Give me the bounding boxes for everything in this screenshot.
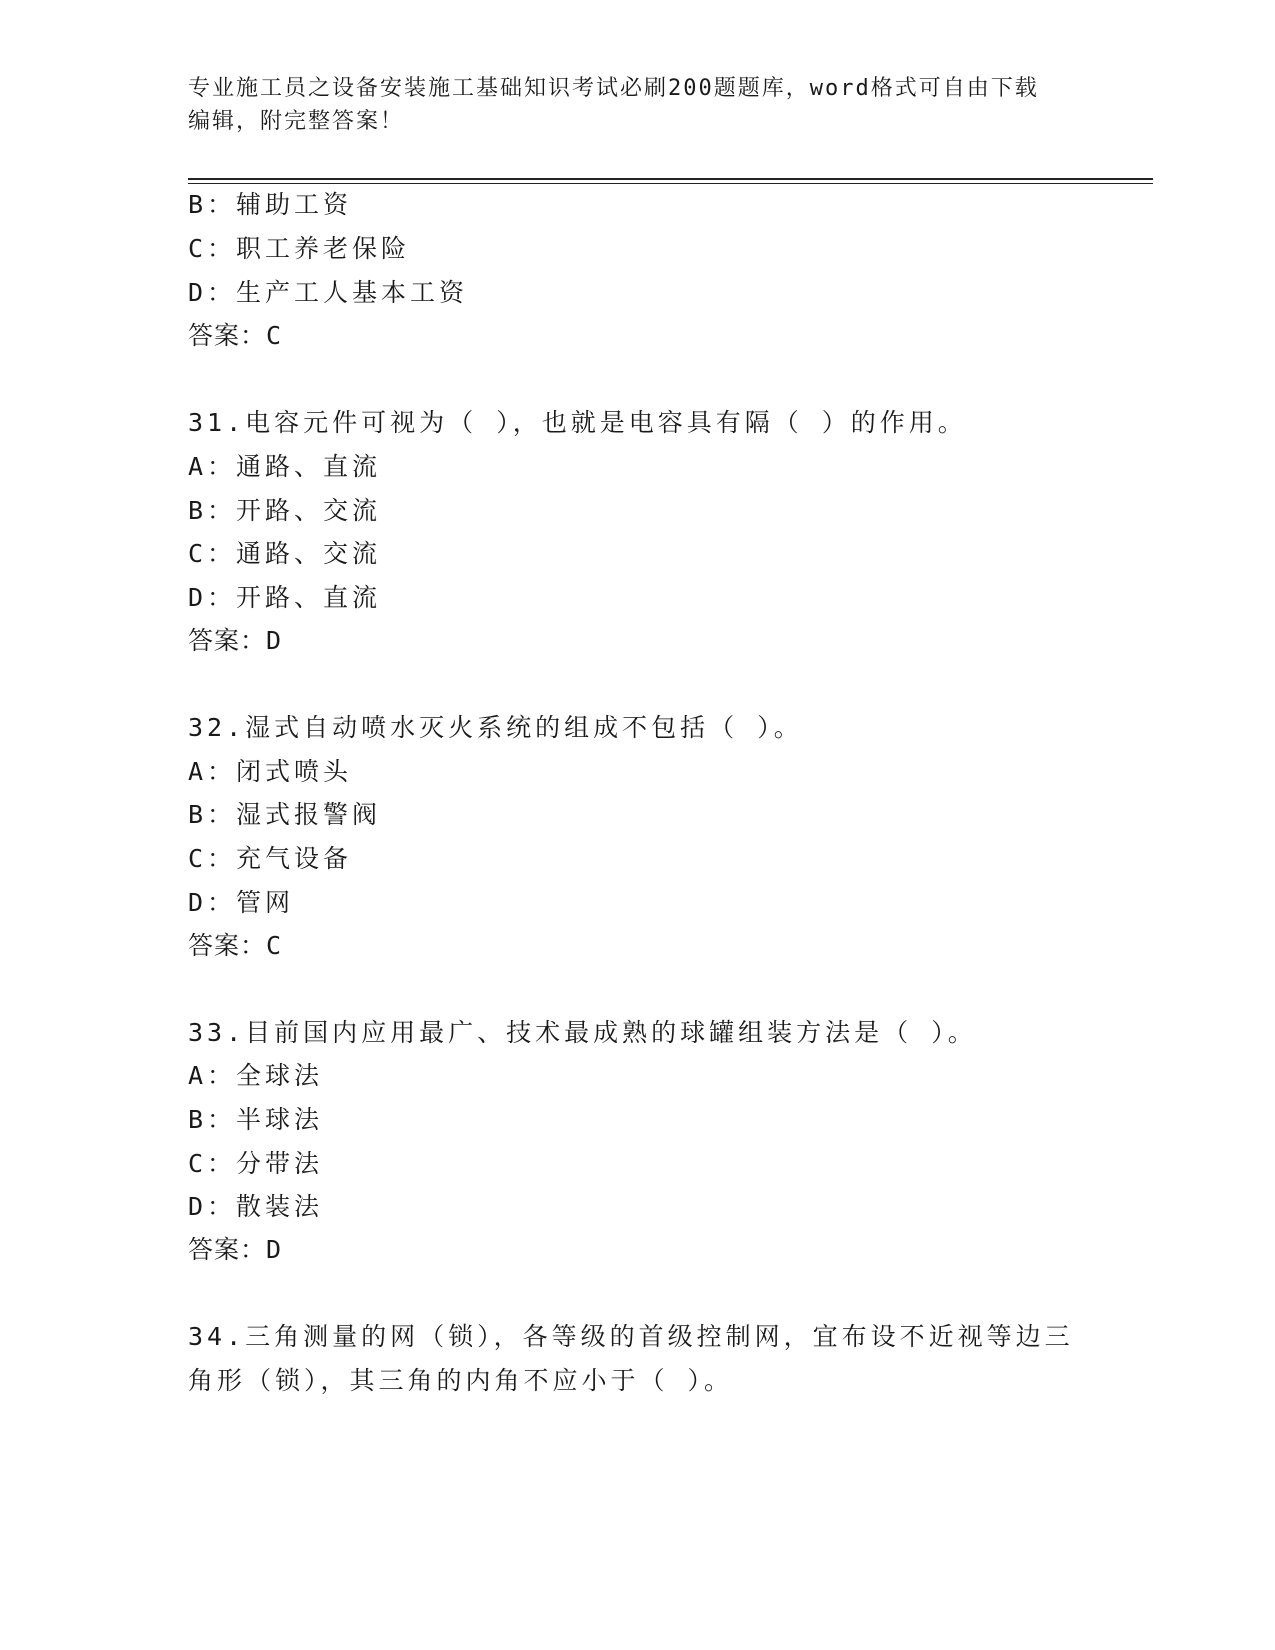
q31-option-b: B：开路、交流: [188, 496, 382, 525]
answer-value: D: [266, 1235, 283, 1264]
q33-option-c: C：分带法: [188, 1149, 324, 1178]
q31-option-d: D：开路、直流: [188, 583, 382, 612]
q32-question: 32.湿式自动喷水灭火系统的组成不包括（ ）。: [188, 713, 803, 742]
q30-answer: [188, 319, 282, 353]
q33-option-b: B：半球法: [188, 1105, 324, 1134]
document-header: [188, 72, 1088, 138]
q30-option-b: B：辅助工资: [188, 190, 353, 219]
q32-answer: [188, 929, 282, 963]
q34-question-line-1: 34.三角测量的网（锁），各等级的首级控制网，宜布设不近视等边三: [188, 1322, 1074, 1351]
q31-option-a: A：通路、直流: [188, 452, 382, 481]
header-divider-thick: [188, 178, 1153, 180]
answer-label: 答案：: [188, 321, 267, 350]
q30-option-c: C：职工养老保险: [188, 234, 411, 263]
q33-answer: [188, 1233, 282, 1267]
header-title-line-2: 编辑，附完整答案！: [188, 109, 405, 134]
q32-option-d: D：管网: [188, 888, 295, 917]
q33-option-a: A：全球法: [188, 1061, 324, 1090]
q32-option-a: A：闭式喷头: [188, 757, 353, 786]
q31-question: 31.电容元件可视为（ ），也就是电容具有隔（ ）的作用。: [188, 408, 967, 437]
q30-option-d: D：生产工人基本工资: [188, 278, 469, 307]
q32-option-c: C：充气设备: [188, 844, 353, 873]
q34-question-line-2: 角形（锁），其三角的内角不应小于（ ）。: [188, 1366, 734, 1395]
answer-value: C: [266, 321, 283, 350]
header-divider-thin: [188, 183, 1153, 184]
header-title-line-1: 专业施工员之设备安装施工基础知识考试必刷200题题库，word格式可自由下载: [188, 76, 1039, 101]
q33-option-d: D：散装法: [188, 1192, 324, 1221]
answer-value: C: [266, 931, 283, 960]
q32-option-b: B：湿式报警阀: [188, 800, 382, 829]
q31-option-c: C：通路、交流: [188, 539, 382, 568]
answer-label: 答案：: [188, 626, 267, 655]
answer-label: 答案：: [188, 1235, 267, 1264]
q31-answer: [188, 624, 282, 658]
q33-question: 33.目前国内应用最广、技术最成熟的球罐组装方法是（ ）。: [188, 1018, 977, 1047]
answer-label: 答案：: [188, 931, 267, 960]
answer-value: D: [266, 626, 283, 655]
